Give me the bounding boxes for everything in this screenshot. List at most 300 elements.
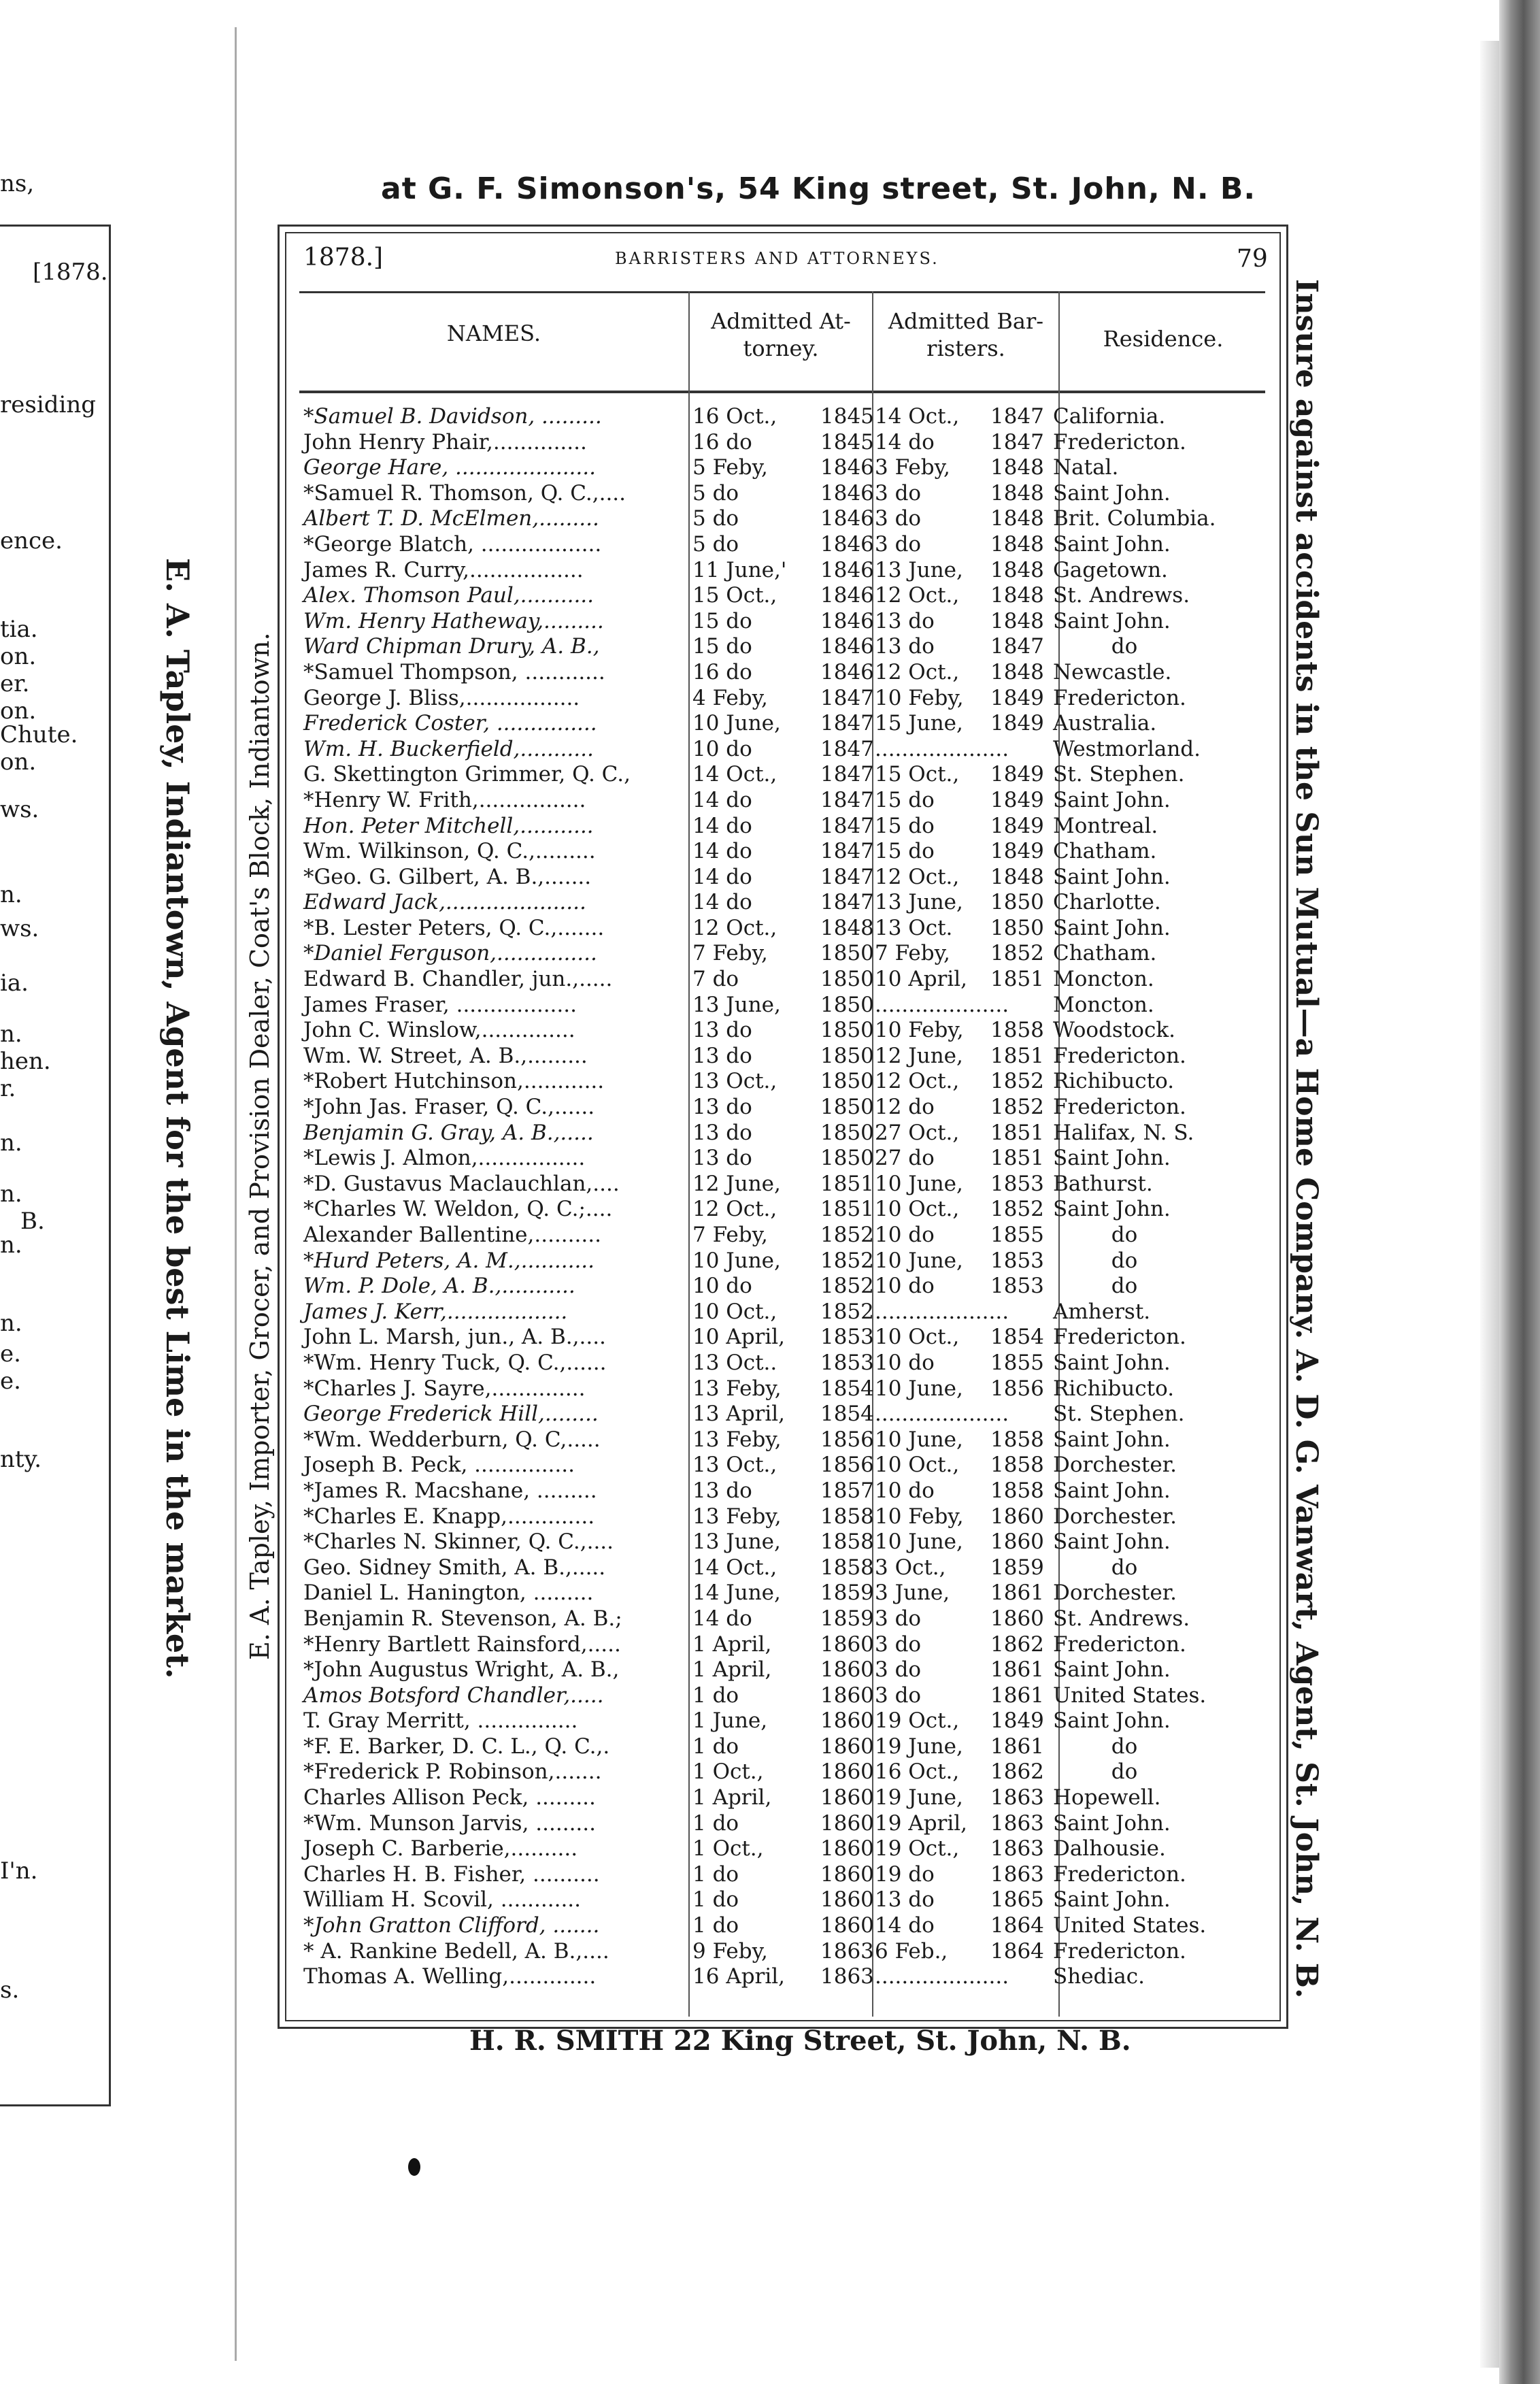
left-page-text-fragment: B. — [20, 1208, 45, 1235]
attorney-date-cell: 12 June, — [692, 1171, 781, 1196]
table-row — [299, 1223, 1265, 1248]
residence-cell: Saint John. — [1053, 608, 1171, 633]
table-row — [299, 1529, 1265, 1555]
table-row — [299, 1197, 1265, 1223]
table-row — [299, 1172, 1265, 1197]
attorney-year-cell: 1850 — [820, 992, 874, 1017]
attorney-year-cell: 1853 — [820, 1325, 874, 1350]
barrister-date-cell: 10 Feby, — [875, 1018, 964, 1043]
attorney-year-cell: 1860 — [820, 1632, 874, 1657]
barrister-year-cell: 1864 — [990, 1913, 1044, 1938]
name-cell: T. Gray Merritt, ............... — [303, 1708, 578, 1734]
attorney-date-cell: 13 do — [692, 1095, 752, 1120]
name-cell: G. Skettington Grimmer, Q. C., — [303, 762, 631, 787]
barrister-date-cell: 14 do — [875, 429, 935, 454]
barrister-date-cell: 19 do — [875, 1861, 935, 1887]
attorney-date-cell: 13 Feby, — [692, 1504, 782, 1529]
residence-cell: Fredericton. — [1053, 685, 1186, 710]
barrister-date-cell: 3 do — [875, 1683, 922, 1708]
attorney-year-cell: 1850 — [820, 1043, 874, 1068]
barrister-date-cell: 3 Feby, — [875, 455, 950, 480]
left-page-text-fragment: Chute. — [0, 721, 78, 748]
barrister-year-cell: 1861 — [990, 1657, 1044, 1683]
barrister-date-cell: 12 Oct., — [875, 864, 960, 889]
barrister-year-cell: 1849 — [990, 839, 1044, 864]
left-page-text-fragment: n. — [0, 1310, 22, 1337]
barrister-year-cell: 1847 — [990, 429, 1044, 454]
barrister-date-cell: 6 Feb., — [875, 1938, 948, 1964]
name-cell: *Frederick P. Robinson,....... — [303, 1759, 602, 1785]
barrister-date-cell: 10 do — [875, 1274, 935, 1299]
barrister-year-cell: 1851 — [990, 1120, 1044, 1145]
barrister-year-cell: 1849 — [990, 711, 1044, 736]
barrister-year-cell: 1848 — [990, 506, 1044, 531]
barrister-date-cell: 12 Oct., — [875, 583, 960, 608]
barrister-year-cell: 1861 — [990, 1683, 1044, 1708]
barrister-date-cell: 3 do — [875, 480, 922, 506]
attorney-year-cell: 1845 — [820, 404, 874, 429]
barrister-date-cell: 3 do — [875, 1657, 922, 1683]
barrister-year-cell: 1849 — [990, 787, 1044, 812]
attorney-year-cell: 1860 — [820, 1887, 874, 1913]
name-cell: Wm. P. Dole, A. B.,........... — [303, 1274, 575, 1299]
barrister-year-cell: 1851 — [990, 967, 1044, 992]
barrister-date-cell: 15 do — [875, 813, 935, 838]
barrister-date-cell: 27 Oct., — [875, 1120, 960, 1145]
attorney-date-cell: 13 June, — [692, 992, 781, 1017]
attorney-year-cell: 1846 — [820, 480, 874, 506]
name-cell: John C. Winslow,.............. — [303, 1018, 575, 1043]
attorney-year-cell: 1858 — [820, 1529, 874, 1555]
name-cell: Ward Chipman Drury, A. B., — [303, 634, 600, 659]
table-row — [299, 1325, 1265, 1351]
attorney-date-cell: 14 do — [692, 787, 752, 812]
barrister-date-cell: 14 Oct., — [875, 404, 960, 429]
name-cell: Edward B. Chandler, jun.,..... — [303, 967, 613, 992]
left-page-text-fragment: e. — [0, 1368, 21, 1395]
table-row — [299, 481, 1265, 507]
barrister-year-cell: 1848 — [990, 608, 1044, 633]
left-page-text-fragment: on. — [0, 697, 37, 725]
barrister-date-cell: 3 do — [875, 531, 922, 557]
attorney-date-cell: 1 April, — [692, 1657, 772, 1683]
residence-cell: Westmorland. — [1053, 736, 1201, 761]
attorney-date-cell: 14 do — [692, 813, 752, 838]
left-page-text-fragment: n. — [0, 1231, 22, 1259]
column-header-names: NAMES. — [446, 320, 541, 346]
table-row — [299, 1811, 1265, 1837]
barrister-date-cell: 10 June, — [875, 1248, 963, 1273]
attorney-year-cell: 1860 — [820, 1759, 874, 1785]
table-row — [299, 1785, 1265, 1811]
barrister-date-cell: 12 do — [875, 1095, 935, 1120]
barrister-date-cell: 13 June, — [875, 890, 963, 915]
residence-cell: Dorchester. — [1053, 1453, 1177, 1478]
residence-cell: Fredericton. — [1053, 1861, 1186, 1887]
table-row — [299, 506, 1265, 532]
attorney-year-cell: 1863 — [820, 1964, 874, 1989]
table-row — [299, 1887, 1265, 1913]
barrister-year-cell: 1861 — [990, 1580, 1044, 1606]
barrister-year-cell: 1852 — [990, 941, 1044, 966]
barrister-date-cell: 13 June, — [875, 557, 963, 582]
left-page-text-fragment: [1878. — [33, 259, 108, 286]
table-row — [299, 1657, 1265, 1683]
residence-cell: Saint John. — [1053, 1197, 1171, 1222]
barrister-year-cell: 1849 — [990, 762, 1044, 787]
barrister-date-cell: 27 do — [875, 1146, 935, 1171]
top-advertisement: at G. F. Simonson's, 54 King street, St. John, N. B. — [381, 171, 1256, 206]
barrister-date-cell: 15 June, — [875, 711, 963, 736]
attorney-year-cell: 1850 — [820, 1018, 874, 1043]
barrister-year-cell: 1860 — [990, 1504, 1044, 1529]
table-row — [299, 1683, 1265, 1709]
attorney-date-cell: 13 April, — [692, 1402, 786, 1427]
barristers-table — [299, 404, 1265, 1990]
attorney-year-cell: 1846 — [820, 659, 874, 684]
residence-cell: Dorchester. — [1053, 1504, 1177, 1529]
attorney-date-cell: 1 do — [692, 1887, 739, 1913]
barrister-date-cell: .................... — [875, 1299, 1009, 1324]
attorney-date-cell: 14 Oct., — [692, 1555, 777, 1580]
barrister-date-cell: 10 Oct., — [875, 1325, 960, 1350]
book-binding — [1499, 0, 1540, 2384]
ink-mark — [408, 2158, 420, 2176]
table-row — [299, 660, 1265, 686]
attorney-date-cell: 10 June, — [692, 1248, 781, 1273]
name-cell: *Lewis J. Almon,................ — [303, 1146, 586, 1171]
table-row — [299, 430, 1265, 456]
residence-cell: Saint John. — [1053, 1350, 1171, 1375]
table-row — [299, 839, 1265, 865]
attorney-year-cell: 1856 — [820, 1453, 874, 1478]
attorney-date-cell: 13 do — [692, 1146, 752, 1171]
attorney-year-cell: 1847 — [820, 864, 874, 889]
barrister-year-cell: 1860 — [990, 1529, 1044, 1555]
attorney-date-cell: 11 June,' — [692, 557, 787, 582]
attorney-date-cell: 7 Feby, — [692, 1223, 768, 1247]
barrister-date-cell: 10 April, — [875, 967, 968, 992]
attorney-date-cell: 5 do — [692, 506, 739, 531]
barrister-date-cell: 10 June, — [875, 1529, 963, 1555]
name-cell: *Wm. Henry Tuck, Q. C.,...... — [303, 1350, 607, 1375]
bottom-advertisement: H. R. SMITH 22 King Street, St. John, N. B. — [469, 2025, 1131, 2057]
residence-cell: Saint John. — [1053, 915, 1171, 940]
attorney-year-cell: 1847 — [820, 813, 874, 838]
attorney-year-cell: 1852 — [820, 1248, 874, 1273]
table-row — [299, 1734, 1265, 1760]
name-cell: *Charles W. Weldon, Q. C.;.... — [303, 1197, 613, 1222]
barrister-date-cell: 10 Feby, — [875, 685, 964, 710]
residence-cell: Richibucto. — [1053, 1376, 1175, 1401]
barrister-year-cell: 1852 — [990, 1095, 1044, 1120]
residence-cell: Saint John. — [1053, 1146, 1171, 1171]
attorney-date-cell: 16 April, — [692, 1964, 786, 1989]
attorney-year-cell: 1847 — [820, 711, 874, 736]
attorney-date-cell: 13 June, — [692, 1529, 781, 1555]
attorney-date-cell: 15 Oct., — [692, 583, 777, 608]
attorney-year-cell: 1852 — [820, 1274, 874, 1299]
table-row — [299, 1964, 1265, 1990]
left-page-fragment — [0, 0, 224, 2384]
attorney-year-cell: 1848 — [820, 915, 874, 940]
name-cell: *Wm. Munson Jarvis, ......... — [303, 1810, 596, 1836]
attorney-date-cell: 14 do — [692, 839, 752, 864]
table-row — [299, 1018, 1265, 1044]
barrister-year-cell: 1858 — [990, 1478, 1044, 1503]
name-cell: Daniel L. Hanington, ......... — [303, 1580, 594, 1606]
attorney-year-cell: 1854 — [820, 1402, 874, 1427]
attorney-date-cell: 13 Oct., — [692, 1453, 777, 1478]
name-cell: George Hare, ..................... — [303, 455, 596, 480]
attorney-date-cell: 16 do — [692, 429, 752, 454]
name-cell: James J. Kerr,.................. — [303, 1299, 568, 1324]
table-row — [299, 890, 1265, 916]
barrister-year-cell: 1848 — [990, 557, 1044, 582]
barrister-year-cell: 1856 — [990, 1376, 1044, 1401]
barrister-date-cell: 13 do — [875, 634, 935, 659]
name-cell: *Hurd Peters, A. M.,........... — [303, 1248, 595, 1273]
table-row — [299, 1069, 1265, 1095]
attorney-year-cell: 1846 — [820, 583, 874, 608]
attorney-year-cell: 1850 — [820, 1120, 874, 1145]
attorney-year-cell: 1854 — [820, 1376, 874, 1401]
barrister-date-cell: 12 Oct., — [875, 1069, 960, 1094]
barrister-year-cell: 1850 — [990, 915, 1044, 940]
barrister-date-cell: 19 June, — [875, 1785, 963, 1810]
attorney-date-cell: 13 do — [692, 1043, 752, 1068]
barrister-year-cell: 1853 — [990, 1248, 1044, 1273]
attorney-date-cell: 16 Oct., — [692, 404, 777, 429]
barrister-year-cell: 1849 — [990, 685, 1044, 710]
residence-cell: Saint John. — [1053, 1478, 1171, 1503]
residence-cell: Chatham. — [1053, 839, 1157, 864]
table-row — [299, 762, 1265, 788]
residence-cell: Saint John. — [1053, 1708, 1171, 1734]
attorney-date-cell: 1 do — [692, 1734, 739, 1759]
residence-cell: Saint John. — [1053, 1887, 1171, 1913]
table-row — [299, 1836, 1265, 1862]
attorney-year-cell: 1852 — [820, 1223, 874, 1247]
attorney-year-cell: 1846 — [820, 455, 874, 480]
table-row — [299, 1913, 1265, 1939]
residence-cell: Fredericton. — [1053, 1095, 1186, 1120]
residence-cell: Shediac. — [1053, 1964, 1145, 1989]
barrister-year-cell: 1848 — [990, 455, 1044, 480]
barrister-date-cell: 10 Feby, — [875, 1504, 964, 1529]
barrister-year-cell: 1848 — [990, 583, 1044, 608]
page-edge — [1480, 41, 1499, 2368]
barrister-date-cell: 19 April, — [875, 1810, 968, 1836]
attorney-year-cell: 1857 — [820, 1478, 874, 1503]
table-row — [299, 634, 1265, 660]
table-row — [299, 1044, 1265, 1070]
attorney-date-cell: 13 Oct.. — [692, 1350, 777, 1375]
column-header-residence: Residence. — [1103, 326, 1224, 352]
attorney-year-cell: 1847 — [820, 890, 874, 915]
barrister-date-cell: .................... — [875, 1964, 1009, 1989]
name-cell: William H. Scovil, ............ — [303, 1887, 582, 1913]
attorney-date-cell: 13 do — [692, 1120, 752, 1145]
barrister-year-cell: 1863 — [990, 1785, 1044, 1810]
residence-cell: do — [1111, 634, 1138, 659]
name-cell: Hon. Peter Mitchell,........... — [303, 813, 594, 838]
table-row — [299, 1939, 1265, 1965]
residence-cell: do — [1111, 1274, 1138, 1299]
residence-cell: Gagetown. — [1053, 557, 1168, 582]
right-margin-advertisement — [1286, 279, 1326, 1999]
left-page-text-fragment: n. — [0, 1180, 22, 1208]
attorney-year-cell: 1860 — [820, 1785, 874, 1810]
attorney-year-cell: 1850 — [820, 1069, 874, 1094]
left-page-text-fragment: I'n. — [0, 1857, 38, 1885]
residence-cell: Dalhousie. — [1053, 1836, 1166, 1861]
barrister-date-cell: 19 Oct., — [875, 1836, 960, 1861]
barrister-date-cell: 3 do — [875, 1606, 922, 1631]
attorney-date-cell: 13 do — [692, 1018, 752, 1043]
name-cell: *Daniel Ferguson,............... — [303, 941, 597, 966]
left-page-text-fragment: residing — [0, 391, 96, 418]
residence-cell: Chatham. — [1053, 941, 1157, 966]
residence-cell: Saint John. — [1053, 787, 1171, 812]
barrister-date-cell: 10 June, — [875, 1376, 963, 1401]
barrister-year-cell: 1855 — [990, 1223, 1044, 1247]
attorney-date-cell: 1 Oct., — [692, 1836, 764, 1861]
name-cell: *John Jas. Fraser, Q. C.,...... — [303, 1095, 595, 1120]
attorney-year-cell: 1847 — [820, 762, 874, 787]
residence-cell: Richibucto. — [1053, 1069, 1175, 1094]
name-cell: Albert T. D. McElmen,......... — [303, 506, 599, 531]
table-row — [299, 941, 1265, 967]
barrister-year-cell: 1847 — [990, 404, 1044, 429]
table-row — [299, 455, 1265, 481]
attorney-date-cell: 1 do — [692, 1861, 739, 1887]
table-row — [299, 583, 1265, 609]
attorney-date-cell: 1 June, — [692, 1708, 768, 1734]
attorney-year-cell: 1858 — [820, 1555, 874, 1580]
barrister-year-cell: 1853 — [990, 1274, 1044, 1299]
left-page-text-fragment: r. — [0, 1075, 16, 1102]
barrister-year-cell: 1854 — [990, 1325, 1044, 1350]
name-cell: *Charles N. Skinner, Q. C.,.... — [303, 1529, 614, 1555]
attorney-year-cell: 1851 — [820, 1171, 874, 1196]
name-cell: James Fraser, .................. — [303, 992, 577, 1017]
barrister-year-cell: 1863 — [990, 1861, 1044, 1887]
attorney-year-cell: 1860 — [820, 1708, 874, 1734]
residence-cell: United States. — [1053, 1683, 1207, 1708]
residence-cell: Saint John. — [1053, 531, 1171, 557]
name-cell: *F. E. Barker, D. C. L., Q. C.,. — [303, 1734, 610, 1759]
table-row — [299, 609, 1265, 635]
residence-cell: St. Stephen. — [1053, 1402, 1185, 1427]
attorney-year-cell: 1845 — [820, 429, 874, 454]
barrister-date-cell: 13 do — [875, 608, 935, 633]
residence-cell: Fredericton. — [1053, 1043, 1186, 1068]
left-page-text-fragment: ia. — [0, 970, 29, 997]
barrister-year-cell: 1848 — [990, 531, 1044, 557]
residence-cell: Moncton. — [1053, 992, 1154, 1017]
header-year: 1878.] — [303, 244, 384, 271]
residence-cell: do — [1111, 1555, 1138, 1580]
barrister-date-cell: 3 June, — [875, 1580, 950, 1606]
residence-cell: Dorchester. — [1053, 1580, 1177, 1606]
name-cell: *Charles E. Knapp,............. — [303, 1504, 595, 1529]
residence-cell: Halifax, N. S. — [1053, 1120, 1194, 1145]
left-page-text-fragment: on. — [0, 748, 37, 776]
name-cell: *Samuel B. Davidson, ......... — [303, 404, 602, 429]
name-cell: *James R. Macshane, ......... — [303, 1478, 597, 1503]
table-row — [299, 1504, 1265, 1530]
left-page-text-fragment: tia. — [0, 616, 38, 643]
name-cell: *George Blatch, .................. — [303, 531, 602, 557]
table-row — [299, 558, 1265, 584]
residence-cell: United States. — [1053, 1913, 1207, 1938]
residence-cell: do — [1111, 1223, 1138, 1247]
table-row — [299, 1478, 1265, 1504]
attorney-date-cell: 10 do — [692, 736, 752, 761]
barrister-date-cell: 10 do — [875, 1350, 935, 1375]
residence-cell: Brit. Columbia. — [1053, 506, 1216, 531]
name-cell: Wm. Wilkinson, Q. C.,......... — [303, 839, 596, 864]
residence-cell: do — [1111, 1734, 1138, 1759]
residence-cell: Saint John. — [1053, 1810, 1171, 1836]
barrister-year-cell: 1853 — [990, 1171, 1044, 1196]
residence-cell: Natal. — [1053, 455, 1119, 480]
name-cell: Benjamin G. Gray, A. B.,..... — [303, 1120, 594, 1145]
table-row — [299, 1862, 1265, 1888]
attorney-date-cell: 5 do — [692, 531, 739, 557]
table-row — [299, 711, 1265, 737]
table-row — [299, 916, 1265, 942]
name-cell: Edward Jack,..................... — [303, 890, 586, 915]
attorney-date-cell: 10 Oct., — [692, 1299, 777, 1324]
name-cell: Wm. Henry Hatheway,......... — [303, 608, 604, 633]
page-title: BARRISTERS AND ATTORNEYS. — [615, 249, 939, 268]
attorney-year-cell: 1846 — [820, 531, 874, 557]
barrister-year-cell: 1858 — [990, 1427, 1044, 1452]
residence-cell: Saint John. — [1053, 864, 1171, 889]
barrister-date-cell: 7 Feby, — [875, 941, 950, 966]
left-page-text-fragment: ence. — [0, 527, 63, 554]
attorney-date-cell: 12 Oct., — [692, 915, 777, 940]
barrister-date-cell: .................... — [875, 992, 1009, 1017]
residence-cell: Fredericton. — [1053, 1938, 1186, 1964]
left-page-border — [0, 225, 111, 2106]
name-cell: *Charles J. Sayre,.............. — [303, 1376, 586, 1401]
name-cell: John Henry Phair,.............. — [303, 429, 587, 454]
left-margin-advertisement-text: E. A. Tapley, Importer, Grocer, and Provision Dealer, Coat's Block, Indiantown. — [245, 632, 275, 1660]
barrister-year-cell: 1851 — [990, 1146, 1044, 1171]
table-row — [299, 1376, 1265, 1402]
attorney-year-cell: 1850 — [820, 1095, 874, 1120]
attorney-year-cell: 1860 — [820, 1657, 874, 1683]
attorney-year-cell: 1860 — [820, 1836, 874, 1861]
table-row — [299, 865, 1265, 891]
attorney-date-cell: 15 do — [692, 634, 752, 659]
residence-cell: Fredericton. — [1053, 1632, 1186, 1657]
residence-cell: Bathurst. — [1053, 1171, 1153, 1196]
right-margin-advertisement-text: Insure against accidents in the Sun Mutual—a Home Company. A. D. G. Vanwart, Agent, St. John, N. B. — [1289, 279, 1324, 1999]
barrister-date-cell: 3 do — [875, 1632, 922, 1657]
left-page-vertical-ad — [155, 558, 196, 1681]
residence-cell: Saint John. — [1053, 480, 1171, 506]
name-cell: *Henry W. Frith,................ — [303, 787, 586, 812]
attorney-year-cell: 1852 — [820, 1299, 874, 1324]
name-cell: Alex. Thomson Paul,........... — [303, 583, 595, 608]
attorney-year-cell: 1850 — [820, 1146, 874, 1171]
attorney-date-cell: 14 do — [692, 864, 752, 889]
name-cell: *Robert Hutchinson,............ — [303, 1069, 605, 1094]
